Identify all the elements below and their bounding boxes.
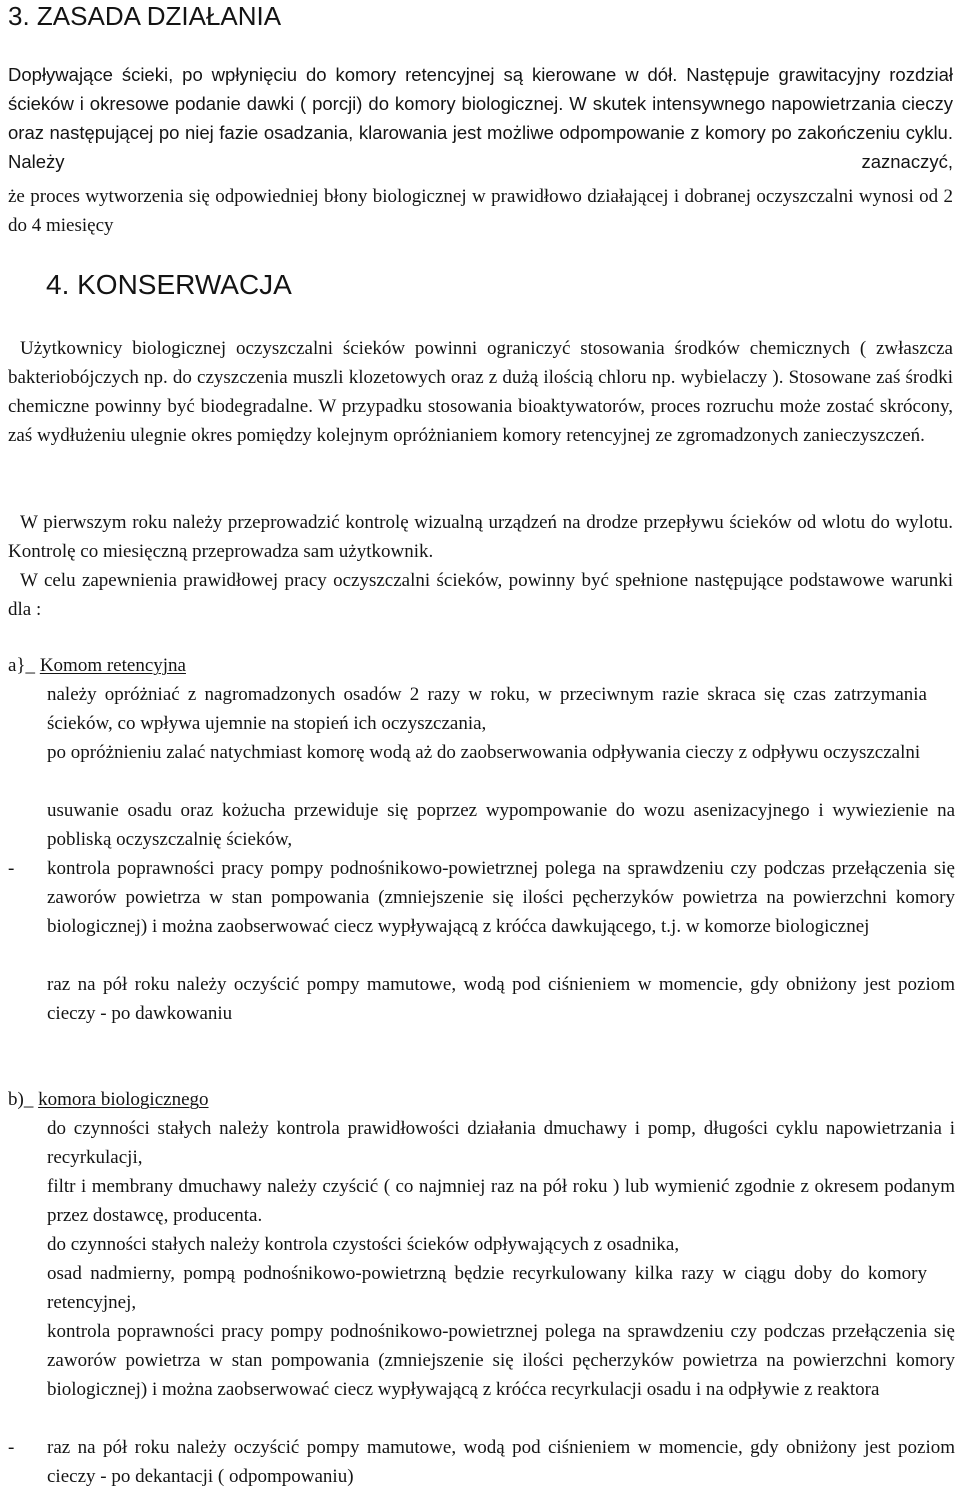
- list-a-heading: [8, 651, 186, 680]
- section-4-paragraph-conditions: W celu zapewnienia prawidłowej pracy oczyszczalni ścieków, powinny być spełnione następujące podstawowe warunki dla :: [8, 570, 953, 620]
- list-b-heading: [8, 1085, 209, 1114]
- list-dash: -: [8, 1437, 15, 1458]
- list-a-item: raz na pół roku należy oczyścić pompy mamutowe, wodą pod ciśnieniem w momencie, gdy obniżony jest poziom cieczy - po dawkowaniu: [47, 974, 955, 1024]
- list-a-item: usuwanie osadu oraz kożucha przewiduje się poprzez wypompowanie do wozu asenizacyjnego i wywiezienie na pobliską oczyszczalnię ścieków,: [47, 800, 955, 850]
- list-b-item: raz na pół roku należy oczyścić pompy mamutowe, wodą pod ciśnieniem w momencie, gdy obniżony jest poziom cieczy - po dekantacji ( odpompowaniu): [47, 1437, 955, 1487]
- section-4-paragraph-chemicals: Użytkownicy biologicznej oczyszczalni ścieków powinni ograniczyć stosowania środków chemicznych ( zwłaszcza bakteriobójczych np. do czyszczenia muszli klozetowych oraz z dużą ilością chloru np. wybielaczy ). Stosowane zaś środki chemiczne powinny być biodegradalne. W przypadku stosowania bioaktywatorów, proces rozruchu może zostać skrócony, zaś wydłużeniu ulegnie okres pomiędzy kolejnym opróżnianiem komory retencyjnej ze zgromadzonych zanieczyszczeń.: [8, 338, 953, 446]
- list-b-item: do czynności stałych należy kontrola prawidłowości działania dmuchawy i pomp, długości cyklu napowietrzania i recyrkulacji,: [47, 1118, 955, 1168]
- list-b-title: komora biologicznego: [38, 1089, 209, 1110]
- list-b-item: kontrola poprawności pracy pompy podnośnikowo-powietrznej polega na sprawdzeniu czy podczas przełączenia się zaworów powietrza w stan pompowania (zmniejszenie się ilości pęcherzyków powietrza na powierzchni komory biologicznej) i można zaobserwować ciecz wypływającą z króćca recyrkulacji osadu i na odpływie z reaktora: [47, 1321, 955, 1400]
- list-a-item: kontrola poprawności pracy pompy podnośnikowo-powietrznej polega na sprawdzeniu czy podczas przełączenia się zaworów powietrza w stan pompowania (zmniejszenie się ilości pęcherzyków powietrza na powierzchni komory biologicznej) i można zaobserwować ciecz wypływającą z króćca dawkującego, t.j. w komorze biologicznej: [47, 858, 955, 937]
- section-4-heading: 4. KONSERWACJA: [46, 269, 292, 300]
- section-4-paragraph-inspection: W pierwszym roku należy przeprowadzić kontrolę wizualną urządzeń na drodze przepływu ścieków od wlotu do wylotu. Kontrolę co miesięczną przeprowadza sam użytkownik.: [8, 512, 953, 562]
- list-a-marker: a}_: [8, 655, 36, 676]
- list-b-item: filtr i membrany dmuchawy należy czyścić ( co najmniej raz na pół roku ) lub wymienić zgodnie z okresem podanym przez dostawcę, producenta.: [47, 1176, 955, 1226]
- list-b-item: osad nadmierny, pompą podnośnikowo-powietrzną będzie recyrkulowany kilka razy w ciągu doby do komory retencyjnej,: [47, 1263, 927, 1313]
- section-3-paragraph-intro: Dopływające ścieki, po wpłynięciu do komory retencyjnej są kierowane w dół. Następuje grawitacyjny rozdział ścieków i okresowe podanie dawki ( porcji) do komory biologicznej. W skutek intensywnego napowietrzania cieczy oraz następującej po niej fazie osadzania, klarowania jest możliwe odpompowanie z komory po zakończeniu cyklu. Należy zaznaczyć,: [8, 64, 953, 172]
- list-b-item: do czynności stałych należy kontrola czystości ścieków odpływających z osadnika,: [47, 1234, 680, 1255]
- section-3-paragraph-biofilm: że proces wytworzenia się odpowiedniej błony biologicznej w prawidłowo działającej i dobranej oczyszczalni wynosi od 2 do 4 miesięcy: [8, 186, 953, 236]
- list-a-item: po opróżnieniu zalać natychmiast komorę wodą aż do zaobserwowania odpływania cieczy z odpływu oczyszczalni: [47, 742, 921, 763]
- section-3-heading: 3. ZASADA DZIAŁANIA: [8, 1, 282, 31]
- list-b-marker: b)_: [8, 1089, 34, 1110]
- list-dash: -: [8, 858, 15, 879]
- list-a-item: należy opróżniać z nagromadzonych osadów 2 razy w roku, w przeciwnym razie skraca się czas zatrzymania ścieków, co wpływa ujemnie na stopień ich oczyszczania,: [47, 684, 927, 734]
- list-a-title: Komom retencyjna: [39, 655, 186, 676]
